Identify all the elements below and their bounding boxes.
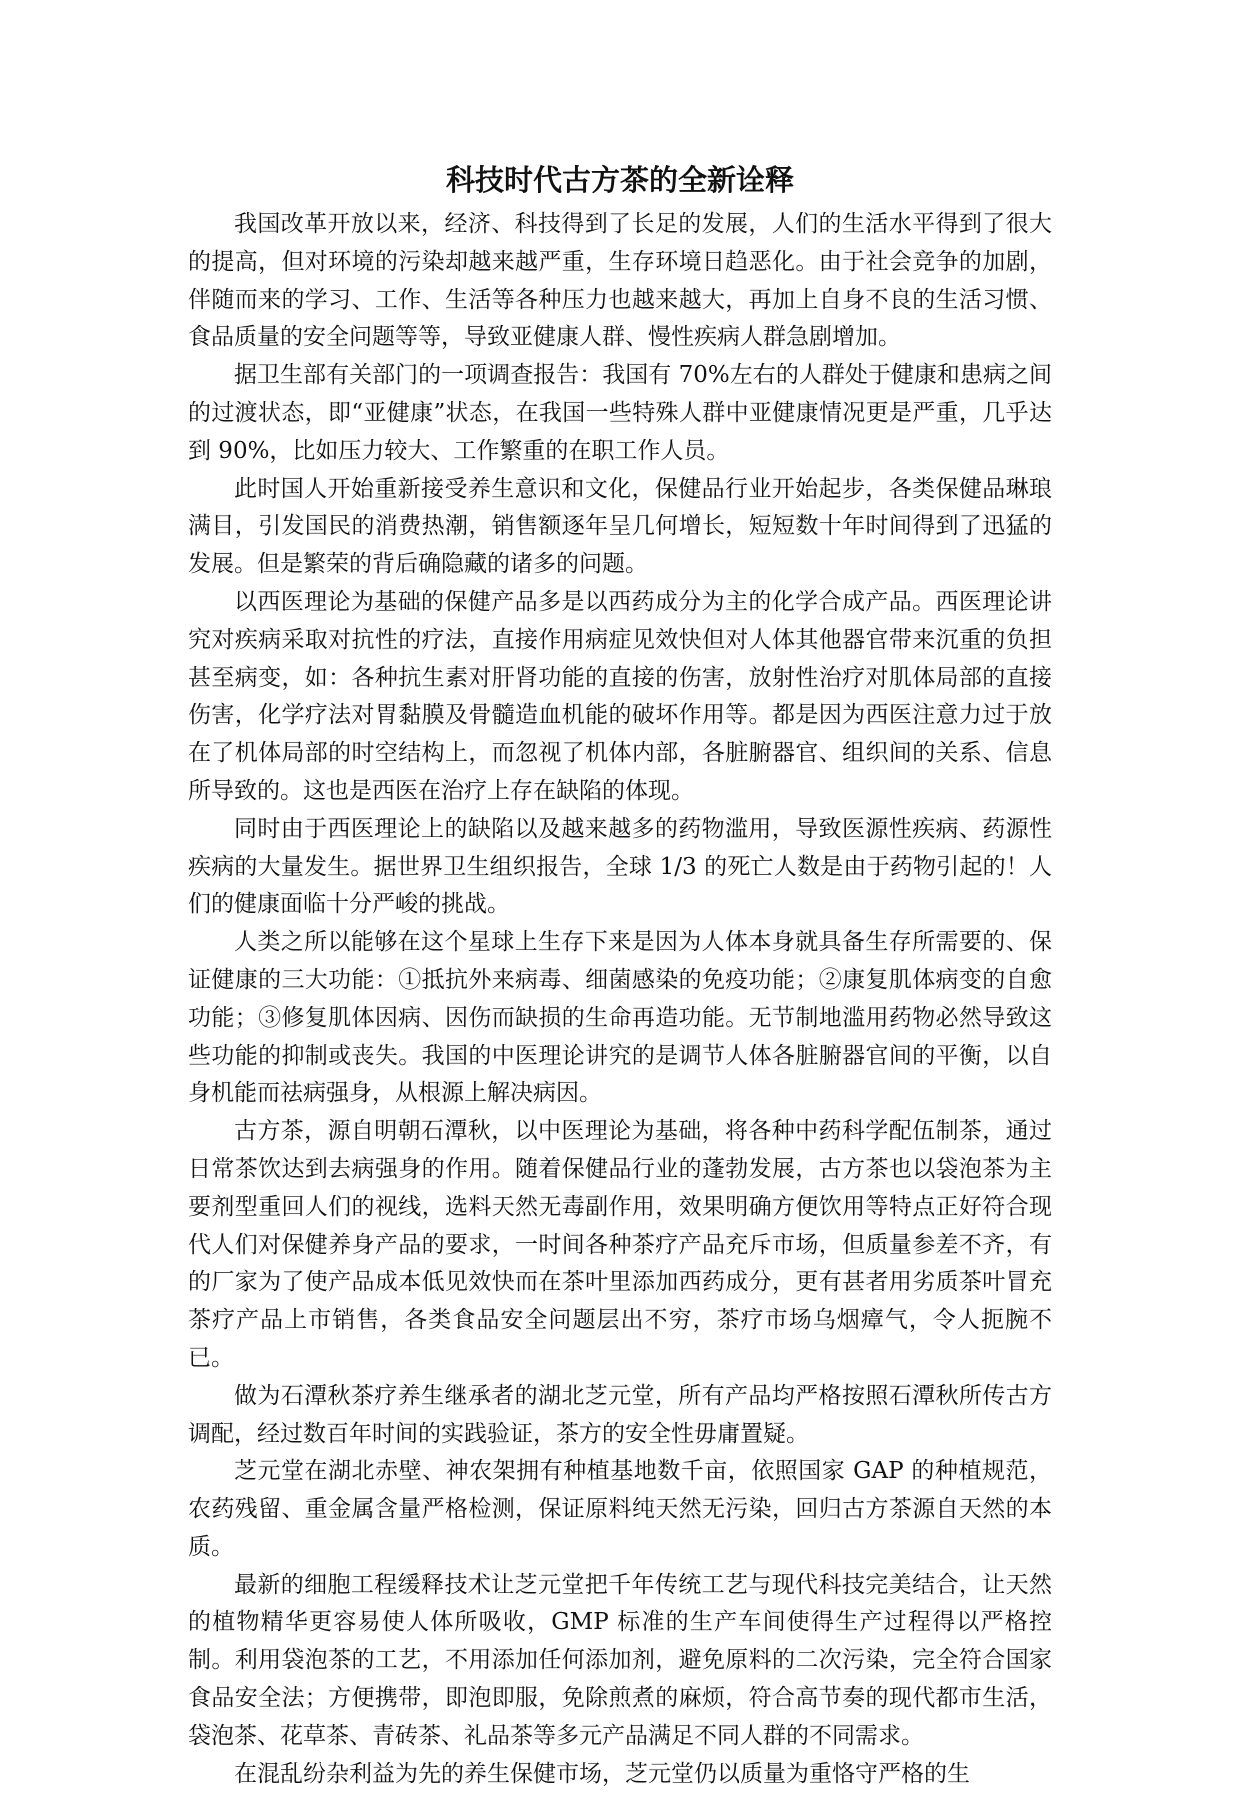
paragraph-3: 此时国人开始重新接受养生意识和文化，保健品行业开始起步，各类保健品琳琅满目，引发国民的消费热潮，销售额逐年呈几何增长，短短数十年时间得到了迅猛的发展。但是繁荣的背后确隐藏的诸多的问题。 — [188, 475, 1052, 578]
paragraph-4: 以西医理论为基础的保健产品多是以西药成分为主的化学合成产品。西医理论讲究对疾病采取对抗性的疗法，直接作用病症见效快但对人体其他器官带来沉重的负担甚至病变，如：各种抗生素对肝肾功能的直接的伤害，放射性治疗对肌体局部的直接伤害，化学疗法对胃黏膜及骨髓造血机能的破坏作用等。都是因为西医注意力过于放在了机体局部的时空结构上，而忽视了机体内部，各脏腑器官、组织间的关系、信息所导致的。这也是西医在治疗上存在缺陷的体现。 — [188, 588, 1052, 804]
paragraph-1: 我国改革开放以来，经济、科技得到了长足的发展，人们的生活水平得到了很大的提高，但对环境的污染却越来越严重，生存环境日趋恶化。由于社会竞争的加剧，伴随而来的学习、工作、生活等各种压力也越来越大，再加上自身不良的生活习惯、食品质量的安全问题等等，导致亚健康人群、慢性疾病人群急剧增加。 — [188, 211, 1052, 351]
article-body — [188, 156, 1052, 1793]
paragraph-2: 据卫生部有关部门的一项调查报告：我国有 70%左右的人群处于健康和患病之间的过渡状态，即“亚健康”状态，在我国一些特殊人群中亚健康情况更是严重，几乎达到 90%，比如压力较大、工作繁重的在职工作人员。 — [188, 362, 1052, 464]
paragraph-10: 最新的细胞工程缓释技术让芝元堂把千年传统工艺与现代科技完美结合，让天然的植物精华更容易使人体所吸收，GMP 标准的生产车间使得生产过程得以严格控制。利用袋泡茶的工艺，不用添加任何添加剂，避免原料的二次污染，完全符合国家食品安全法；方便携带，即泡即服，免除煎煮的麻烦，符合高节奏的现代都市生活，袋泡茶、花草茶、青砖茶、礼品茶等多元产品满足不同人群的不同需求。 — [188, 1571, 1052, 1749]
paragraph-8: 做为石潭秋茶疗养生继承者的湖北芝元堂，所有产品均严格按照石潭秋所传古方调配，经过数百年时间的实践验证，茶方的安全性毋庸置疑。 — [188, 1382, 1052, 1447]
paragraph-7: 古方茶，源自明朝石潭秋，以中医理论为基础，将各种中药科学配伍制茶，通过日常茶饮达到去病强身的作用。随着保健品行业的蓬勃发展，古方茶也以袋泡茶为主要剂型重回人们的视线，选料天然无毒副作用，效果明确方便饮用等特点正好符合现代人们对保健养身产品的要求，一时间各种茶疗产品充斥市场，但质量参差不齐，有的厂家为了使产品成本低见效快而在茶叶里添加西药成分，更有甚者用劣质茶叶冒充茶疗产品上市销售，各类食品安全问题层出不穷，茶疗市场乌烟瘴气，令人扼腕不已。 — [188, 1118, 1052, 1371]
paragraph-5: 同时由于西医理论上的缺陷以及越来越多的药物滥用，导致医源性疾病、药源性疾病的大量发生。据世界卫生组织报告，全球 1/3 的死亡人数是由于药物引起的！人们的健康面临十分严峻的挑战。 — [188, 815, 1052, 918]
paragraph-6: 人类之所以能够在这个星球上生存下来是因为人体本身就具备生存所需要的、保证健康的三大功能：①抵抗外来病毒、细菌感染的免疫功能；②康复肌体病变的自愈功能；③修复肌体因病、因伤而缺损的生命再造功能。无节制地滥用药物必然导致这些功能的抑制或丧失。我国的中医理论讲究的是调节人体各脏腑器官间的平衡，以自身机能而祛病强身，从根源上解决病因。 — [188, 929, 1052, 1107]
paragraph-11: 在混乱纷杂利益为先的养生保健市场，芝元堂仍以质量为重恪守严格的生 — [234, 1760, 970, 1787]
paragraph-9: 芝元堂在湖北赤壁、神农架拥有种植基地数千亩，依照国家 GAP 的种植规范，农药残留、重金属含量严格检测，保证原料纯天然无污染，回归古方茶源自天然的本质。 — [188, 1458, 1052, 1560]
article-title: 科技时代古方茶的全新诠释 — [445, 163, 794, 197]
